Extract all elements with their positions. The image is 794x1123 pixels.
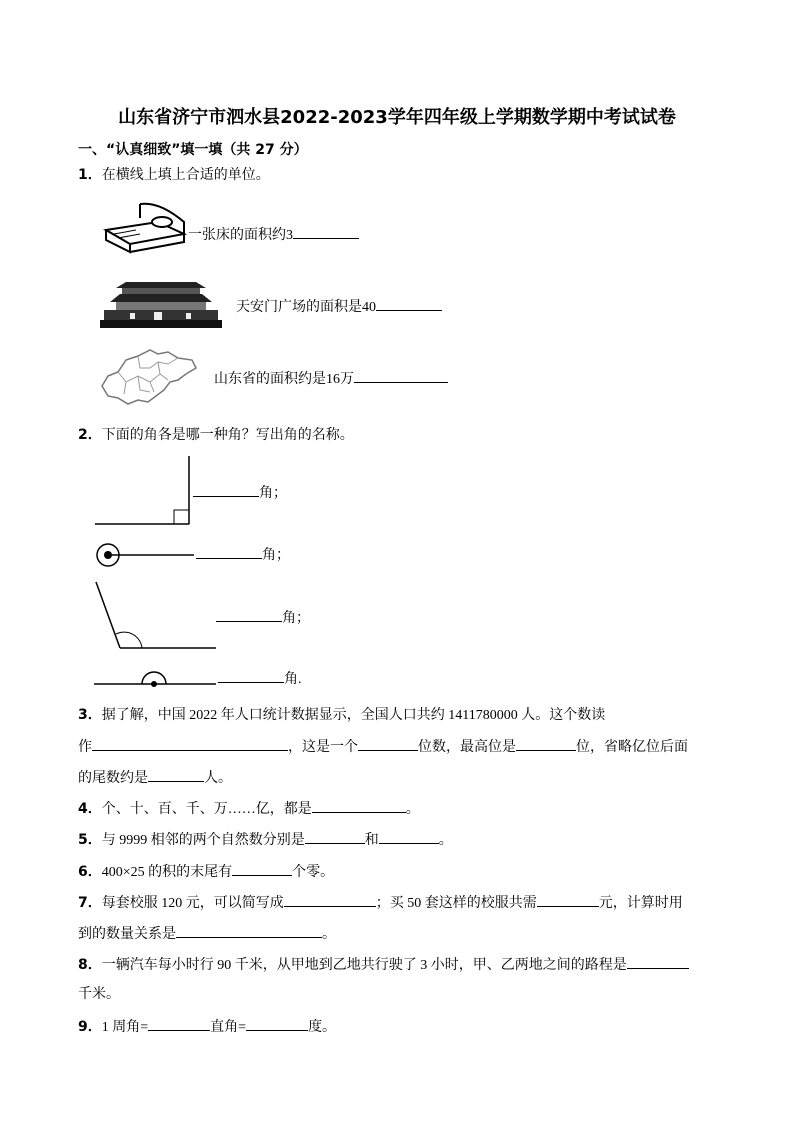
question-1 — [78, 165, 270, 186]
question-6: 6．400×25 的积的末尾有 个零。 — [78, 861, 334, 883]
answer-blank[interactable] — [379, 829, 439, 844]
question-number: 3． — [78, 707, 102, 723]
answer-blank[interactable] — [218, 668, 284, 683]
answer-blank[interactable] — [232, 861, 292, 876]
question-2 — [78, 425, 354, 446]
question-number: 7． — [78, 895, 102, 911]
question-5: 5．与 9999 相邻的两个自然数分别是 和 。 — [78, 829, 453, 851]
question-3-line2: 作 ，这是一个 位数，最高位是 位，省略亿位后面 — [78, 736, 688, 758]
answer-blank[interactable] — [354, 368, 448, 383]
question-number: 2． — [78, 427, 102, 443]
question-7-line2: 到的数量关系是 。 — [78, 923, 336, 945]
answer-blank[interactable] — [148, 767, 204, 782]
question-number: 4． — [78, 801, 102, 817]
answer-blank[interactable] — [376, 296, 442, 311]
answer-blank[interactable] — [358, 736, 418, 751]
q1-item-square: 天安门广场的面积是40 — [236, 296, 442, 318]
section-heading: 一、“认真细致”填一填（共 27 分） — [78, 142, 308, 158]
question-number: 1． — [78, 167, 102, 183]
bed-icon — [100, 200, 190, 255]
page-title: 山东省济宁市泗水县2022-2023学年四年级上学期数学期中考试试卷 — [118, 107, 676, 128]
question-7: 7．每套校服 120 元，可以简写成 ；买 50 套这样的校服共需 元，计算时用 — [78, 892, 683, 914]
question-number: 8． — [78, 957, 102, 973]
answer-blank[interactable] — [305, 829, 365, 844]
answer-blank[interactable] — [312, 798, 406, 813]
straight-angle-figure — [94, 668, 218, 688]
answer-blank[interactable] — [92, 736, 288, 751]
tiananmen-icon — [100, 278, 222, 332]
q1-item-bed: 一张床的面积约3 — [188, 224, 359, 246]
answer-blank[interactable] — [196, 544, 262, 559]
answer-blank[interactable] — [537, 892, 599, 907]
question-8: 8．一辆汽车每小时行 90 千米，从甲地到乙地共行驶了 3 小时，甲、乙两地之间的路程是 — [78, 954, 689, 976]
right-angle-figure — [95, 456, 195, 526]
question-8-line2: 千米。 — [78, 987, 120, 1002]
answer-blank[interactable] — [284, 892, 376, 907]
q2-answer-1: 角； — [193, 482, 287, 504]
question-number: 6． — [78, 864, 102, 880]
q2-answer-2: 角； — [196, 544, 290, 566]
question-3-line3: 的尾数约是 人。 — [78, 767, 232, 789]
question-text: 据了解，中国 2022 年人口统计数据显示，全国人口共约 1411780000 人。这个数读 — [101, 708, 606, 723]
q2-answer-4: 角. — [218, 668, 302, 690]
question-4: 4．个、十、百、千、万……亿，都是 。 — [78, 798, 420, 820]
answer-blank[interactable] — [216, 607, 282, 622]
question-9: 9．1 周角= 直角= 度。 — [78, 1016, 336, 1038]
answer-blank[interactable] — [293, 224, 359, 239]
answer-blank[interactable] — [516, 736, 576, 751]
answer-blank[interactable] — [176, 923, 322, 938]
round-angle-figure — [94, 542, 196, 568]
q2-answer-3: 角； — [216, 607, 310, 629]
answer-blank[interactable] — [627, 954, 689, 969]
answer-blank[interactable] — [193, 482, 259, 497]
q1-item-province: 山东省的面积约是16万 — [214, 368, 448, 390]
shandong-map-icon — [98, 346, 198, 406]
question-number: 5． — [78, 832, 102, 848]
answer-blank[interactable] — [148, 1016, 210, 1031]
obtuse-angle-figure — [94, 580, 218, 652]
answer-blank[interactable] — [246, 1016, 308, 1031]
question-3 — [78, 705, 605, 726]
question-text: 下面的角各是哪一种角？写出角的名称。 — [101, 428, 354, 443]
question-number: 9． — [78, 1019, 102, 1035]
question-text: 在横线上填上合适的单位。 — [101, 168, 270, 183]
